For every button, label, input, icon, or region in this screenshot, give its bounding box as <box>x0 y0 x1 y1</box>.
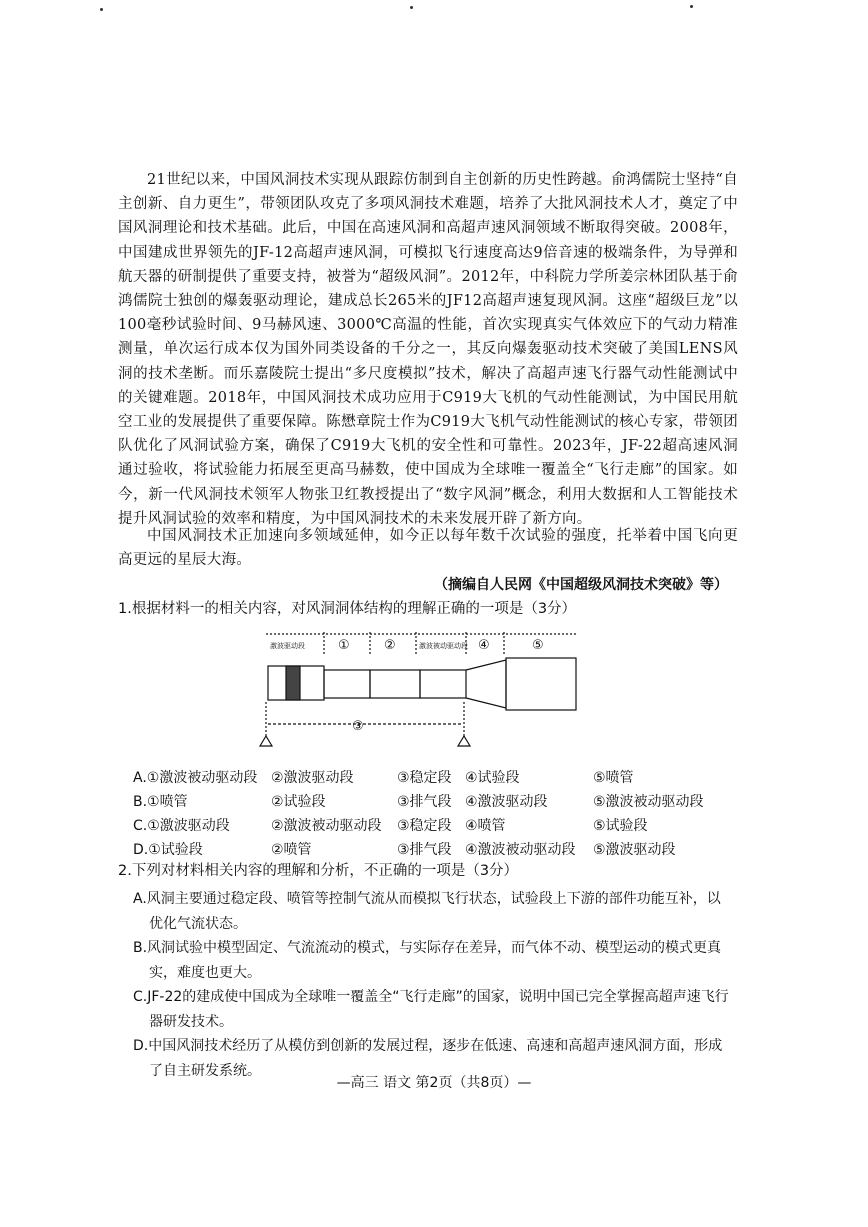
choice-d[interactable]: D.中国风洞技术经历了从模仿到创新的发展过程，逐步在低速、高速和高超声速风洞方面，形成了自主研发系统。 <box>133 1038 723 1079</box>
passage-paragraph-1: 21世纪以来，中国风洞技术实现从跟踪仿制到自主创新的历史性跨越。俞鸿儒院士坚持“自主创新、自力更生”，带领团队攻克了多项风洞技术难题，培养了大批风洞技术人才，奠定了中国风洞理论和技术基础。此后，中国在高速风洞和高超声速风洞领域不断取得突破。2008年，中国建成世界领先的JF-12高超声速风洞，可模拟飞行速度高达9倍音速的极端条件，为导弹和航天器的研制提供了重要支持，被誉为“超级风洞”。2012年，中科院力学所姜宗林团队基于俞鸿儒院士独创的爆轰驱动理论，建成总长265米的JF12高超声速复现风洞。这座“超级巨龙”以100毫秒试验时间、9马赫风速、3000℃高温的性能，首次实现真实气体效应下的气动力精准测量，单次运行成本仅为国外同类设备的千分之一，其反向爆轰驱动技术突破了美国LENS风洞的技术垄断。而乐嘉陵院士提出“多尺度模拟”技术，解决了高超声速飞行器气动性能测试中的关键难题。2018年，中国风洞技术成功应用于C919大飞机的气动性能测试，为中国民用航空工业的发展提供了重要保障。陈懋章院士作为C919大飞机气动性能测试的核心专家，带领团队优化了风洞试验方案，确保了C919大飞机的安全性和可靠性。2023年，JF-22超高速风洞通过验收，将试验能力拓展至更高马赫数，使中国成为全球唯一覆盖全“飞行走廊”的国家。如今，新一代风洞技术领军人物张卫红教授提出了“数字风洞”概念，利用大数据和人工智能技术提升风洞试验的效率和精度，为中国风洞技术的未来发展开辟了新方向。 <box>118 172 738 527</box>
label-number-2: ② <box>384 638 396 653</box>
scan-speck <box>410 6 413 9</box>
choice-b[interactable]: B.风洞试验中模型固定、气流流动的模式，与实际存在差异，而气体不动、模型运动的模式更真实，难度也更大。 <box>133 940 722 981</box>
label-number-5: ⑤ <box>532 638 544 653</box>
wind-tunnel-diagram <box>256 628 586 758</box>
choice-a[interactable]: A.风洞主要通过稳定段、喷管等控制气流从而模拟飞行状态，试验段上下游的部件功能互补，以优化气流状态。 <box>133 891 721 932</box>
scan-speck <box>690 5 693 8</box>
passage-paragraph-2: 中国风洞技术正加速向多领域延伸，如今正以每年数千次试验的强度，托举着中国飞向更高更远的星辰大海。 <box>118 528 738 569</box>
label-left: 激波驱动段 <box>270 642 305 650</box>
option-a[interactable]: A.①激波被动驱动段 ②激波驱动段 ③稳定段 ④试验段 ⑤喷管 <box>133 770 634 786</box>
label-number-3: ③ <box>352 719 364 734</box>
label-number-1: ① <box>338 638 350 653</box>
passage-source: （摘编自人民网《中国超级风洞技术突破》等） <box>434 577 728 593</box>
page-footer: —高三 语文 第2页（共8页）— <box>336 1075 532 1091</box>
question-1-options <box>133 766 733 862</box>
option-c[interactable]: C.①激波驱动段 ②激波被动驱动段 ③稳定段 ④喷管 ⑤试验段 <box>133 818 648 834</box>
label-number-4: ④ <box>478 638 490 653</box>
scan-speck <box>100 8 103 11</box>
label-mid: 激波被动驱动段 <box>419 642 468 650</box>
question-2-stem: 2.下列对材料相关内容的理解和分析，不正确的一项是（3分） <box>118 863 519 879</box>
question-2-choices <box>133 887 733 1083</box>
option-d[interactable]: D.①试验段 ②喷管 ③排气段 ④激波被动驱动段 ⑤激波驱动段 <box>133 842 676 858</box>
choice-c[interactable]: C.JF-22的建成使中国成为全球唯一覆盖全“飞行走廊”的国家，说明中国已完全掌握高超声速飞行器研发技术。 <box>133 989 729 1030</box>
question-1-stem: 1.根据材料一的相关内容，对风洞洞体结构的理解正确的一项是（3分） <box>118 601 577 617</box>
option-b[interactable]: B.①喷管 ②试验段 ③排气段 ④激波驱动段 ⑤激波被动驱动段 <box>133 794 704 810</box>
